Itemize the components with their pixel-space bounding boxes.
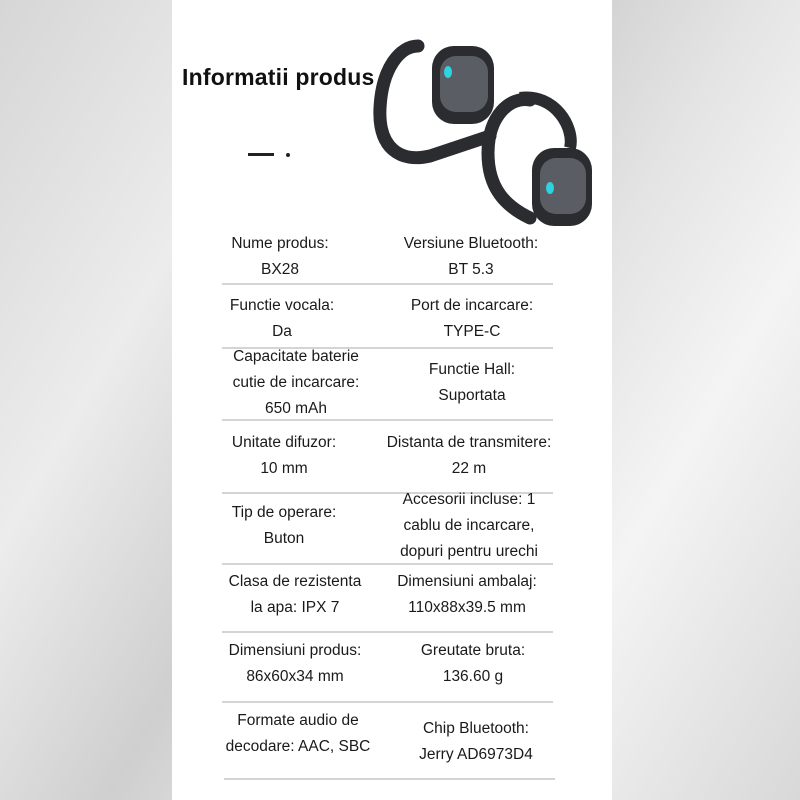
spec-clasa-rezistenta (229, 569, 362, 621)
spec-formate-audio (226, 708, 371, 760)
spec-label: Dimensiuni ambalaj: (397, 573, 537, 590)
spec-label: Versiune Bluetooth: (403, 235, 539, 252)
spec-port-incarcare (411, 293, 533, 345)
spec-capacitate-baterie (233, 344, 360, 422)
spec-tip-operare (232, 500, 337, 552)
spec-label: Capacitate baterie (233, 348, 359, 365)
spec-value: 10 mm (260, 460, 308, 477)
spec-dimensiuni-produs (229, 638, 362, 690)
spec-value: 86x60x34 mm (246, 668, 344, 685)
spec-label: Clasa de rezistenta (228, 573, 362, 590)
row-divider (222, 631, 553, 633)
spec-value: dopuri pentru urechi (400, 543, 538, 560)
spec-value: Buton (263, 530, 305, 547)
spec-nume-produs (231, 231, 328, 283)
row-divider (224, 778, 555, 780)
spec-label: Tip de operare: (231, 504, 337, 521)
row-divider (222, 701, 553, 703)
spec-versiune-bluetooth (404, 231, 538, 283)
spec-label: Chip Bluetooth: (422, 720, 529, 737)
earbud-left (380, 46, 494, 158)
spec-label: cutie de incarcare: (232, 374, 360, 391)
spec-functie-hall (429, 357, 515, 409)
spec-accesorii-incluse (400, 487, 538, 565)
spec-value: 136.60 g (442, 668, 504, 685)
spec-value: 650 mAh (264, 400, 328, 417)
spec-value: Suportata (438, 387, 506, 404)
spec-value: TYPE-C (443, 323, 501, 340)
spec-chip-bluetooth (419, 716, 533, 768)
spec-label: Nume produs: (231, 235, 329, 252)
row-divider (222, 419, 553, 421)
spec-label: Greutate bruta: (420, 642, 526, 659)
row-divider (222, 283, 553, 285)
spec-label: Accesorii incluse: 1 (402, 491, 536, 508)
spec-value: BT 5.3 (448, 261, 494, 278)
spec-functie-vocala (230, 293, 334, 345)
spec-label: Distanta de transmitere: (386, 434, 552, 451)
spec-label: Functie Hall: (428, 361, 516, 378)
spec-value: decodare: AAC, SBC (225, 738, 371, 755)
row-divider (222, 563, 553, 565)
decorative-dash (248, 153, 274, 156)
spec-value: Jerry AD6973D4 (419, 746, 533, 763)
spec-label: Unitate difuzor: (231, 434, 337, 451)
earbuds-product-image (370, 38, 620, 230)
spec-value: 110x88x39.5 mm (408, 599, 526, 616)
spec-value: la apa: IPX 7 (250, 599, 340, 616)
page-title: Informatii produs (182, 64, 375, 90)
spec-value: BX28 (261, 261, 299, 278)
earbud-right (488, 98, 592, 226)
spec-distanta-transmitere (387, 430, 552, 482)
spec-greutate-bruta (421, 638, 525, 690)
spec-value: Da (272, 323, 292, 340)
decorative-dot (286, 153, 290, 157)
spec-unitate-difuzor (232, 430, 336, 482)
spec-label: Functie vocala: (229, 297, 335, 314)
spec-label: Dimensiuni produs: (228, 642, 362, 659)
spec-label: Port de incarcare: (410, 297, 534, 314)
spec-dimensiuni-ambalaj (397, 569, 537, 621)
spec-value: cablu de incarcare, (403, 517, 535, 534)
spec-value: 22 m (451, 460, 487, 477)
spec-label: Formate audio de (237, 712, 359, 729)
